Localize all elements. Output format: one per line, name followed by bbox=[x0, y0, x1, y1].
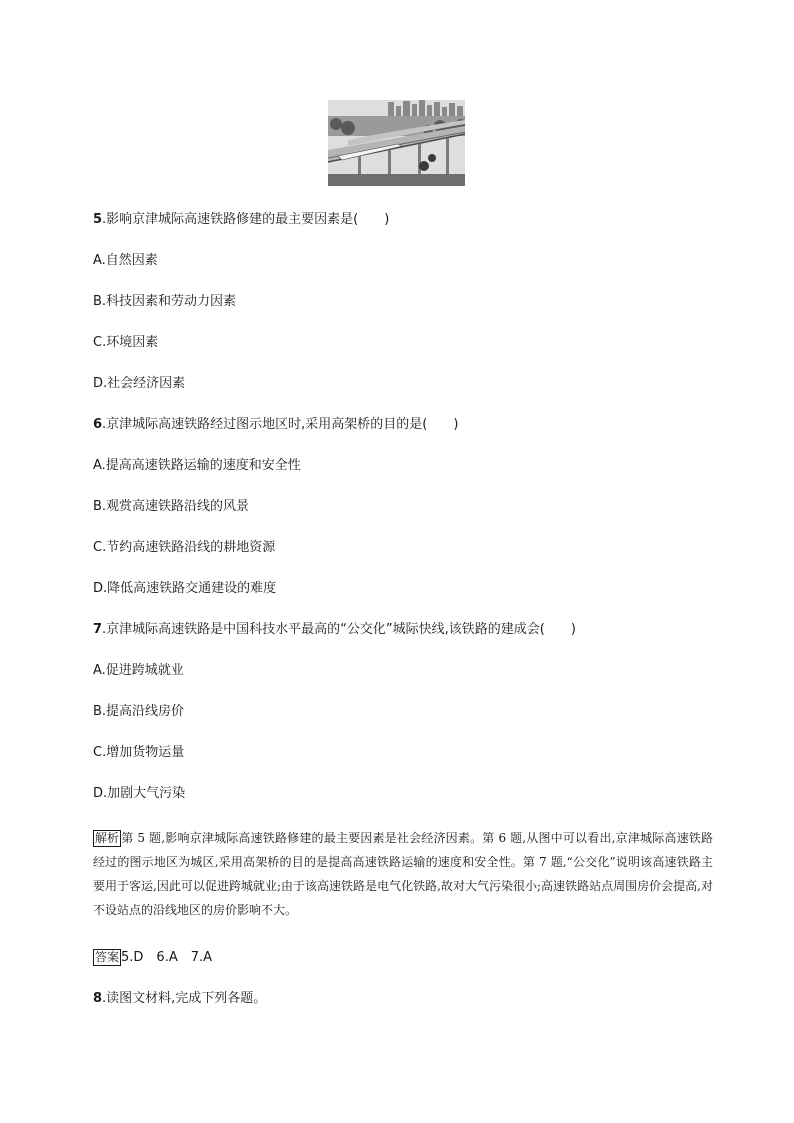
question-stem: .读图文材料,完成下列各题。 bbox=[102, 991, 267, 1006]
elevated-railway-photo bbox=[328, 100, 465, 186]
question-6 bbox=[93, 417, 458, 433]
option-7d: D.加剧大气污染 bbox=[93, 786, 186, 801]
question-stem: .京津城际高速铁路是中国科技水平最高的“公交化”城际快线,该铁路的建成会( ) bbox=[102, 622, 576, 637]
option-5b: B.科技因素和劳动力因素 bbox=[93, 294, 237, 309]
railway-photo-image bbox=[328, 100, 465, 186]
question-number: 7 bbox=[93, 622, 103, 637]
option-6d: D.降低高速铁路交通建设的难度 bbox=[93, 581, 277, 596]
question-number: 8 bbox=[93, 991, 103, 1006]
option-5a: A.自然因素 bbox=[93, 253, 158, 268]
analysis-tag: 解析 bbox=[95, 831, 120, 845]
question-number: 5 bbox=[93, 212, 103, 227]
option-7c: C.增加货物运量 bbox=[93, 745, 185, 760]
question-5 bbox=[93, 212, 389, 228]
question-stem: .京津城际高速铁路经过图示地区时,采用高架桥的目的是( ) bbox=[102, 417, 459, 432]
option-7a: A.促进跨城就业 bbox=[93, 663, 184, 678]
answer-tag: 答案 bbox=[95, 950, 120, 964]
analysis-text: 第 5 题,影响京津城际高速铁路修建的最主要因素是社会经济因素。第 6 题,从图中可以看出,京津城际高速铁路经过的图示地区为城区,采用高架桥的目的是提高高速铁路运输的速度和安全性。第 7 题,“公交化”说明该高速铁路主要用于客运,因此可以促进跨城就业;由于该高速铁路是电气化铁路,故对大气污染很小;高速铁路站点周围房价会提高,对不设站点的沿线地区的房价影响不大。 bbox=[93, 831, 713, 917]
option-5c: C.环境因素 bbox=[93, 335, 159, 350]
analysis-block bbox=[93, 826, 713, 922]
option-6b: B.观赏高速铁路沿线的风景 bbox=[93, 499, 250, 514]
answer-text: 5.D 6.A 7.A bbox=[121, 950, 213, 965]
question-stem: .影响京津城际高速铁路修建的最主要因素是( ) bbox=[102, 212, 390, 227]
option-6a: A.提高高速铁路运输的速度和安全性 bbox=[93, 458, 301, 473]
option-6c: C.节约高速铁路沿线的耕地资源 bbox=[93, 540, 276, 555]
answer-line bbox=[93, 949, 212, 966]
option-7b: B.提高沿线房价 bbox=[93, 704, 185, 719]
option-5d: D.社会经济因素 bbox=[93, 376, 186, 391]
question-number: 6 bbox=[93, 417, 103, 432]
question-8 bbox=[93, 991, 266, 1007]
question-7 bbox=[93, 622, 576, 638]
